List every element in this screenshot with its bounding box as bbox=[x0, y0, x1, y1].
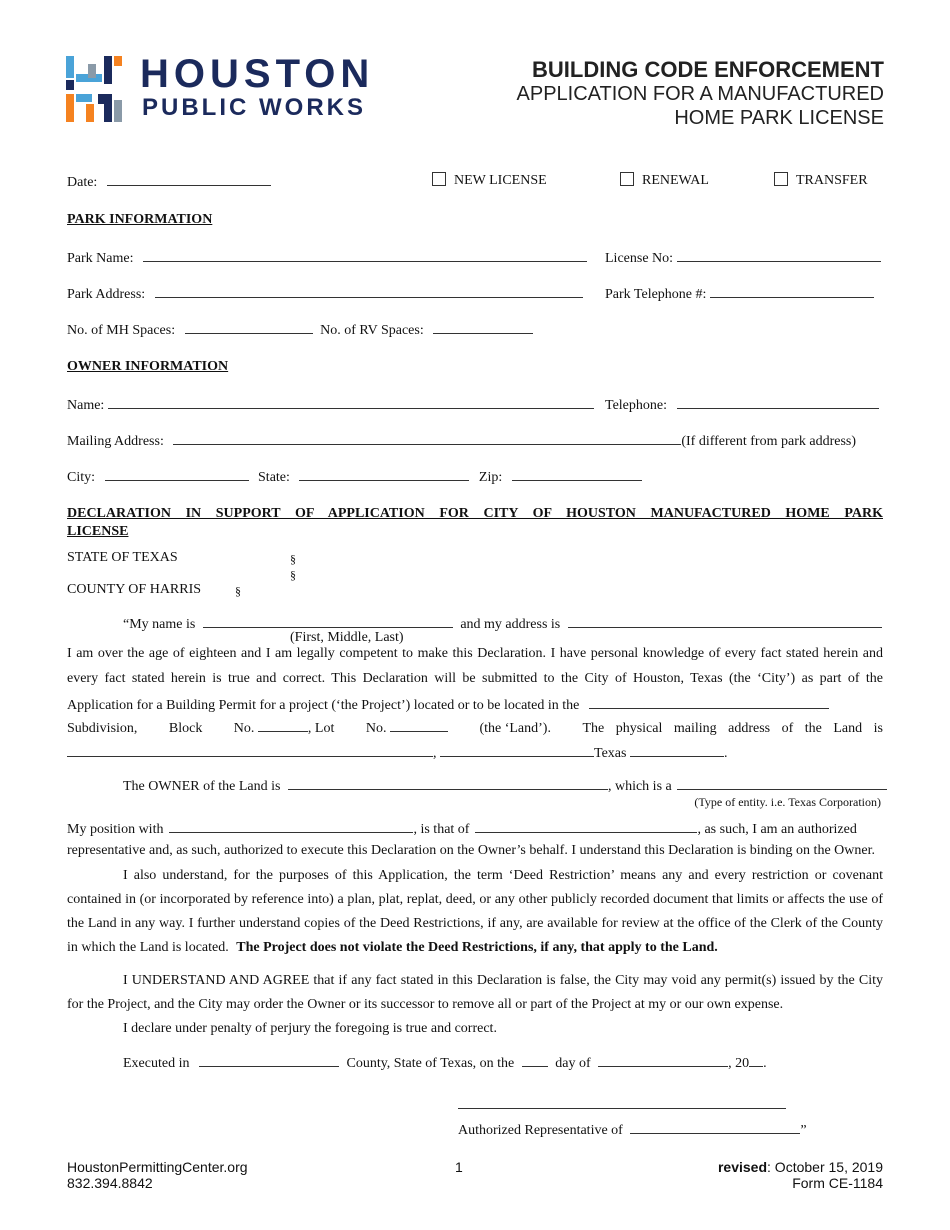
entity-type-input[interactable] bbox=[677, 776, 887, 790]
paragraph-1-line-3 bbox=[67, 695, 829, 714]
park-address-input[interactable] bbox=[155, 284, 583, 298]
transfer-checkbox[interactable] bbox=[774, 172, 788, 186]
subdivision-input[interactable] bbox=[589, 695, 829, 709]
block-no-label: No. bbox=[233, 721, 255, 736]
mh-spaces-label: No. of MH Spaces: bbox=[67, 323, 176, 338]
paragraph-3-line-1: I UNDERSTAND AND AGREE that if any fact stated in this Declaration is false, the City may void any permit(s) issued by the City bbox=[123, 973, 883, 988]
revised-line bbox=[718, 1159, 883, 1175]
no-violation-statement: The Project does not violate the Deed Restrictions, if any, that apply to the Land. bbox=[236, 940, 718, 955]
owner-telephone-label: Telephone: bbox=[605, 398, 667, 413]
county-of-harris: COUNTY OF HARRIS bbox=[67, 582, 202, 597]
park-telephone-label: Park Telephone #: bbox=[605, 287, 707, 302]
executed-month-input[interactable] bbox=[598, 1053, 728, 1067]
footer-right bbox=[718, 1159, 883, 1191]
lot-label: , Lot bbox=[307, 721, 335, 736]
declarant-address-input[interactable] bbox=[568, 614, 882, 628]
paragraph-1-line-2: every fact stated herein is true and correct. This Declaration will be submitted to the City of Houston, Texas (the ‘City’) as part of the bbox=[67, 671, 883, 686]
name-hint: (First, Middle, Last) bbox=[290, 630, 404, 645]
paragraph-2-line-2: contained in (or incorporated by reference into) a plan, plat, replat, deed, or any other publicly recorded document that limits or affects the use of bbox=[67, 892, 883, 907]
my-name-row bbox=[123, 614, 882, 633]
signature-line[interactable] bbox=[458, 1108, 786, 1109]
state-of-texas: STATE OF TEXAS bbox=[67, 550, 178, 565]
as-such-label: , as such, I am an authorized bbox=[697, 822, 857, 837]
park-info-heading: PARK INFORMATION bbox=[67, 212, 213, 227]
paragraph-2-line-4 bbox=[67, 940, 718, 956]
logo bbox=[66, 52, 386, 124]
logo-text-public-works: PUBLIC WORKS bbox=[142, 94, 366, 121]
owner-telephone-input[interactable] bbox=[677, 395, 879, 409]
new-license-checkbox[interactable] bbox=[432, 172, 446, 186]
executed-year-input[interactable] bbox=[749, 1053, 763, 1067]
rv-spaces-input[interactable] bbox=[433, 320, 533, 334]
date-label: Date: bbox=[67, 175, 98, 190]
park-address-row bbox=[67, 284, 583, 303]
mailing-address-input[interactable] bbox=[173, 431, 681, 445]
executed-day-input[interactable] bbox=[522, 1053, 548, 1067]
zip-input[interactable] bbox=[512, 467, 642, 481]
footer-phone: 832.394.8842 bbox=[67, 1175, 153, 1191]
land-zip-input[interactable] bbox=[630, 743, 724, 757]
form-number: Form CE-1184 bbox=[792, 1175, 883, 1191]
executed-county-input[interactable] bbox=[199, 1053, 339, 1067]
project-location-text: Application for a Building Permit for a project (‘the Project’) located or to be located in the bbox=[67, 698, 580, 713]
county-state-label: County, State of Texas, on the bbox=[346, 1056, 515, 1071]
transfer-option[interactable] bbox=[774, 172, 868, 189]
renewal-checkbox[interactable] bbox=[620, 172, 634, 186]
declaration-heading-cont: LICENSE bbox=[67, 524, 129, 539]
license-no-row bbox=[605, 248, 881, 267]
footer-left bbox=[67, 1159, 248, 1191]
section-mark-2: § bbox=[290, 568, 296, 582]
land-city-input[interactable] bbox=[440, 743, 594, 757]
declarant-name-input[interactable] bbox=[203, 614, 453, 628]
lot-no-label: No. bbox=[365, 721, 387, 736]
texas-label: Texas bbox=[594, 746, 627, 761]
transfer-label: TRANSFER bbox=[796, 173, 868, 188]
new-license-label: NEW LICENSE bbox=[454, 173, 547, 188]
state-input[interactable] bbox=[299, 467, 469, 481]
revised-date: : October 15, 2019 bbox=[767, 1159, 883, 1175]
land-address-row: , Texas . bbox=[67, 743, 727, 762]
paragraph-1-line-4 bbox=[67, 718, 883, 737]
the-land-text: (the ‘Land’). bbox=[479, 721, 551, 736]
and-address-label: and my address is bbox=[460, 617, 561, 632]
title-line-1: BUILDING CODE ENFORCEMENT bbox=[532, 57, 884, 82]
land-street-input[interactable] bbox=[67, 743, 433, 757]
position-row bbox=[67, 819, 883, 838]
owner-name-input[interactable] bbox=[108, 395, 594, 409]
title-line-3: HOME PARK LICENSE bbox=[674, 107, 884, 129]
park-telephone-input[interactable] bbox=[710, 284, 874, 298]
land-owner-input[interactable] bbox=[288, 776, 608, 790]
park-name-row bbox=[67, 248, 587, 267]
executed-in-label: Executed in bbox=[123, 1056, 190, 1071]
land-located-text: in which the Land is located. bbox=[67, 940, 229, 955]
owner-name-row bbox=[67, 395, 594, 414]
mailing-address-note: (If different from park address) bbox=[681, 434, 857, 449]
houston-public-works-logo-icon bbox=[66, 56, 126, 124]
executed-period: . bbox=[763, 1056, 767, 1071]
lot-no-input[interactable] bbox=[390, 718, 448, 732]
block-word: Block bbox=[168, 721, 203, 736]
executed-row bbox=[123, 1053, 767, 1072]
position-with-label: My position with bbox=[67, 822, 164, 837]
park-telephone-row bbox=[605, 284, 874, 303]
park-address-label: Park Address: bbox=[67, 287, 146, 302]
mailing-address-row bbox=[67, 431, 856, 450]
paragraph-2-line-3: the Land in any way. I further understand copies of the Deed Restrictions, if any, are available for review at the office of the Clerk of the County bbox=[67, 916, 883, 931]
park-name-label: Park Name: bbox=[67, 251, 134, 266]
owner-of-land-row bbox=[123, 776, 887, 795]
new-license-option[interactable] bbox=[432, 172, 547, 189]
spaces-row bbox=[67, 320, 533, 339]
declaration-heading: DECLARATION IN SUPPORT OF APPLICATION FOR CITY OF HOUSTON MANUFACTURED HOME PARK bbox=[67, 506, 883, 521]
city-state-zip-row bbox=[67, 467, 642, 486]
perjury-statement: I declare under penalty of perjury the foregoing is true and correct. bbox=[123, 1021, 497, 1036]
authorized-rep-label: Authorized Representative of bbox=[458, 1123, 623, 1138]
footer-website: HoustonPermittingCenter.org bbox=[67, 1159, 248, 1175]
representative-line: representative and, as such, authorized to execute this Declaration on the Owner’s behalf. I understand this Declaration is binding on the Owner. bbox=[67, 843, 875, 858]
page-number: 1 bbox=[455, 1159, 463, 1175]
rv-spaces-label: No. of RV Spaces: bbox=[320, 323, 424, 338]
date-input[interactable] bbox=[107, 172, 271, 186]
paragraph-1-line-1: I am over the age of eighteen and I am legally competent to make this Declaration. I have personal knowledge of every fact stated herein and bbox=[67, 646, 883, 661]
revised-label: revised bbox=[717, 1159, 768, 1175]
owner-telephone-row bbox=[605, 395, 879, 414]
owner-name-label: Name: bbox=[67, 398, 105, 413]
title-line-2: APPLICATION FOR A MANUFACTURED bbox=[516, 83, 884, 105]
renewal-option[interactable] bbox=[620, 172, 709, 189]
company-input[interactable] bbox=[169, 819, 413, 833]
license-no-input[interactable] bbox=[677, 248, 881, 262]
city-label: City: bbox=[67, 470, 96, 485]
year-prefix: , 20 bbox=[728, 1056, 750, 1071]
entity-type-hint: (Type of entity. i.e. Texas Corporation) bbox=[694, 795, 881, 809]
is-that-of-label: , is that of bbox=[413, 822, 470, 837]
section-mark-3: § bbox=[235, 584, 241, 598]
paragraph-2-line-1: I also understand, for the purposes of this Application, the term ‘Deed Restriction’ means any and every restriction or covenant bbox=[123, 868, 883, 883]
authorized-rep-row bbox=[458, 1120, 807, 1139]
texas-period: . bbox=[723, 746, 728, 761]
closing-quote: ” bbox=[800, 1123, 807, 1138]
state-label: State: bbox=[258, 470, 290, 485]
section-mark-1: § bbox=[290, 552, 296, 566]
license-no-label: License No: bbox=[605, 251, 674, 266]
day-of-label: day of bbox=[555, 1056, 591, 1071]
mailing-address-label: Mailing Address: bbox=[67, 434, 164, 449]
park-name-input[interactable] bbox=[143, 248, 587, 262]
form-title bbox=[517, 57, 884, 130]
logo-text-houston: HOUSTON bbox=[140, 52, 375, 96]
zip-label: Zip: bbox=[478, 470, 503, 485]
city-input[interactable] bbox=[105, 467, 249, 481]
block-no-input[interactable] bbox=[258, 718, 308, 732]
which-is-label: , which is a bbox=[607, 779, 672, 794]
owner-of-land-label: The OWNER of the Land is bbox=[123, 779, 281, 794]
mh-spaces-input[interactable] bbox=[185, 320, 313, 334]
authorized-rep-company-input[interactable] bbox=[630, 1120, 800, 1134]
date-row bbox=[67, 172, 271, 191]
my-name-label: “My name is bbox=[123, 617, 196, 632]
physical-address-text: The physical mailing address of the Land is bbox=[582, 721, 883, 736]
renewal-label: RENEWAL bbox=[642, 173, 709, 188]
position-input[interactable] bbox=[475, 819, 697, 833]
owner-info-heading: OWNER INFORMATION bbox=[67, 359, 229, 374]
subdivision-word: Subdivision, bbox=[67, 721, 138, 736]
paragraph-3-line-2: for the Project, and the City may order the Owner or its successor to remove all or part of the Project at my or our own expense. bbox=[67, 997, 784, 1012]
